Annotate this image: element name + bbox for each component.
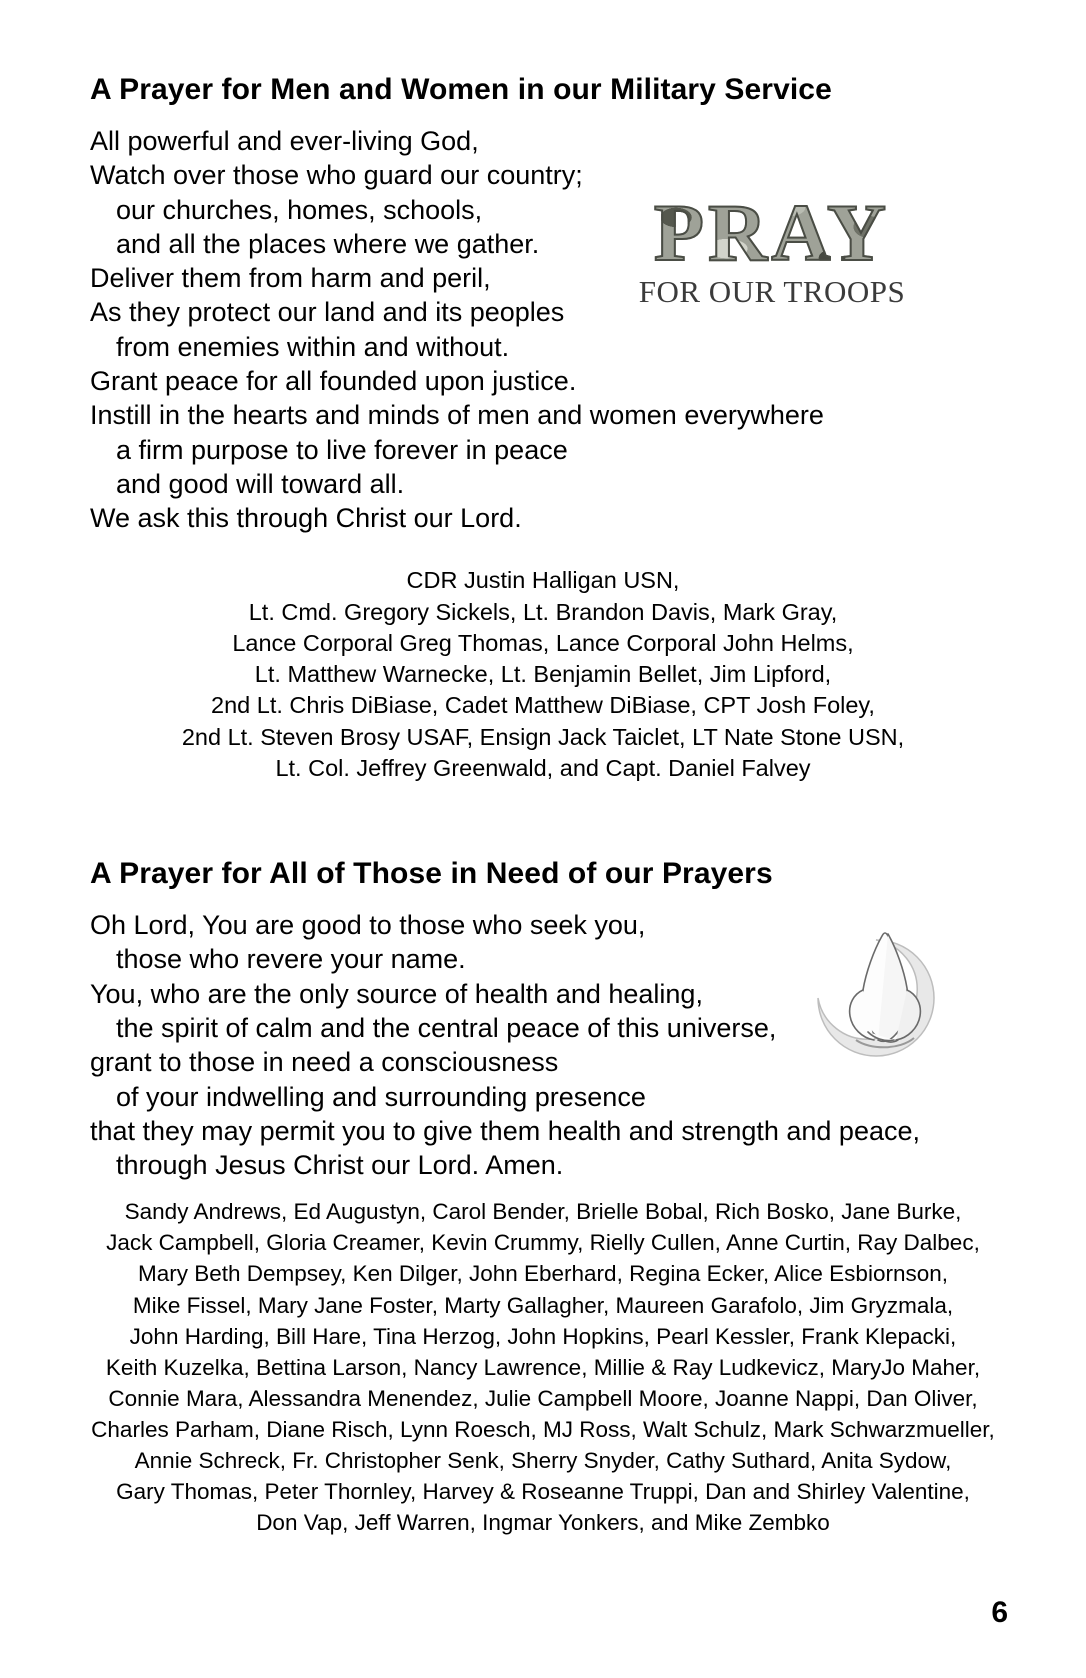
name-line: Gary Thomas, Peter Thornley, Harvey & Roseanne Truppi, Dan and Shirley Valentine,	[116, 1478, 970, 1504]
name-line: Charles Parham, Diane Risch, Lynn Roesch, MJ Ross, Walt Schulz, Mark Schwarzmueller,	[91, 1416, 995, 1442]
prayer-line: All powerful and ever-living God,	[90, 126, 479, 156]
name-line: Connie Mara, Alessandra Menendez, Julie Campbell Moore, Joanne Nappi, Dan Oliver,	[108, 1385, 978, 1411]
prayer-line: those who revere your name.	[116, 944, 466, 975]
name-line: Lt. Col. Jeffrey Greenwald, and Capt. Daniel Falvey	[275, 754, 811, 781]
prayer-line: from enemies within and without.	[116, 331, 510, 362]
name-line: Sandy Andrews, Ed Augustyn, Carol Bender, Brielle Bobal, Rich Bosko, Jane Burke,	[124, 1199, 962, 1225]
name-line: Mary Beth Dempsey, Ken Dilger, John Eberhard, Regina Ecker, Alice Esbiornson,	[138, 1261, 948, 1287]
prayer-line: Deliver them from harm and peril,	[90, 263, 491, 294]
prayer-line: through Jesus Christ our Lord. Amen.	[116, 1150, 564, 1181]
pray-subtitle: FOR OUR TROOPS	[638, 273, 906, 309]
name-line: John Harding, Bill Hare, Tina Herzog, John Hopkins, Pearl Kessler, Frank Klepacki,	[129, 1323, 957, 1349]
prayer-line: Oh Lord, You are good to those who seek you,	[90, 910, 646, 941]
pray-for-our-troops-graphic	[622, 187, 922, 310]
name-line: Keith Kuzelka, Bettina Larson, Nancy Lawrence, Millie & Ray Ludkevicz, MaryJo Maher,	[105, 1354, 981, 1380]
name-line: CDR Justin Halligan USN,	[406, 567, 680, 594]
name-line: Lt. Matthew Warnecke, Lt. Benjamin Bellet, Jim Lipford,	[254, 661, 832, 688]
prayer-line: and good will toward all.	[116, 468, 405, 499]
page-number: 6	[991, 1596, 1008, 1629]
prayer-line: We ask this through Christ our Lord.	[90, 503, 522, 534]
name-line: Lt. Cmd. Gregory Sickels, Lt. Brandon Davis, Mark Gray,	[248, 598, 838, 625]
prayer-line: grant to those in need a consciousness	[90, 1047, 559, 1078]
pray-word-icon: PRAY	[622, 194, 922, 272]
prayer-line: that they may permit you to give them health and strength and peace,	[90, 1115, 920, 1146]
name-line: Mike Fissel, Mary Jane Foster, Marty Gallagher, Maureen Garafolo, Jim Gryzmala,	[132, 1292, 954, 1318]
prayer-line: Instill in the hearts and minds of men and women everywhere	[90, 400, 824, 431]
prayer-line: As they protect our land and its peoples	[90, 297, 565, 328]
military-prayer-text	[90, 124, 996, 535]
prayer-line: of your indwelling and surrounding presence	[116, 1081, 646, 1112]
prayer-line: Watch over those who guard our country;	[90, 160, 583, 191]
name-line: Jack Campbell, Gloria Creamer, Kevin Crummy, Rielly Cullen, Anne Curtin, Ray Dalbec,	[106, 1230, 980, 1256]
prayer-line: the spirit of calm and the central peace of this universe,	[116, 1012, 777, 1043]
military-names-list	[90, 565, 996, 784]
needs-prayer-section	[90, 856, 996, 1538]
name-line: Don Vap, Jeff Warren, Ingmar Yonkers, and Mike Zembko	[256, 1509, 830, 1535]
name-line: 2nd Lt. Steven Brosy USAF, Ensign Jack Taiclet, LT Nate Stone USN,	[181, 723, 905, 750]
name-line: 2nd Lt. Chris DiBiase, Cadet Matthew DiBiase, CPT Josh Foley,	[211, 692, 875, 719]
prayer-line: our churches, homes, schools,	[116, 194, 483, 225]
military-prayer-title: A Prayer for Men and Women in our Military Service	[90, 73, 832, 106]
prayer-line: and all the places where we gather.	[116, 228, 540, 259]
needs-names-list	[90, 1196, 996, 1538]
name-line: Annie Schreck, Fr. Christopher Senk, Sherry Snyder, Cathy Suthard, Anita Sydow,	[134, 1447, 952, 1473]
military-prayer-section	[90, 72, 996, 784]
prayer-line: You, who are the only source of health and healing,	[90, 978, 703, 1009]
praying-hands-icon	[808, 928, 958, 1058]
prayer-line: a firm purpose to live forever in peace	[116, 434, 568, 465]
needs-prayer-title: A Prayer for All of Those in Need of our Prayers	[90, 857, 773, 891]
name-line: Lance Corporal Greg Thomas, Lance Corporal John Helms,	[232, 629, 854, 656]
prayer-line: Grant peace for all founded upon justice.	[90, 365, 577, 396]
